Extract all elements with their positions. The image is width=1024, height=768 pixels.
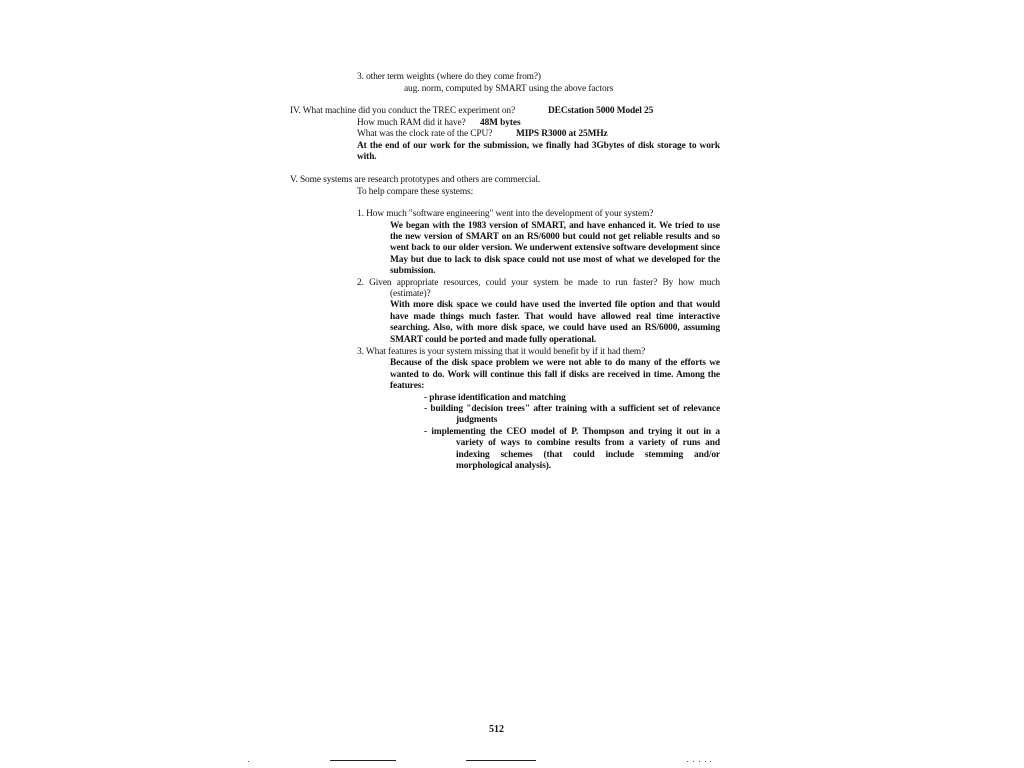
text-line: To help compare these systems: xyxy=(357,187,474,197)
text-line: aug. norm, computed by SMART using the above factors xyxy=(404,84,614,94)
scan-rule xyxy=(466,760,536,761)
text-line-answer: searching. Also, with more disk space, we could have used an RS/6000, assuming xyxy=(390,323,720,333)
text-line-answer: Because of the disk space problem we were not able to do many of the efforts we xyxy=(390,358,720,368)
text-line-answer: the new version of SMART on an RS/6000 but could not get reliable results and so xyxy=(390,232,720,242)
text-line-answer: features: xyxy=(390,381,425,391)
text-line-answer: We began with the 1983 version of SMART, and have enhanced it. We tried to use xyxy=(390,221,720,231)
scan-dot xyxy=(710,761,711,762)
list-item-continuation: judgments xyxy=(456,415,498,425)
text-line-answer: have made things much faster. That would have allowed real time interactive xyxy=(390,312,720,322)
text-line: 3. other term weights (where do they come from?) xyxy=(357,72,541,82)
text-line: What was the clock rate of the CPU? xyxy=(357,129,493,139)
text-line: 3. What features is your system missing that it would benefit by if it had them? xyxy=(357,347,646,357)
text-line-answer: 48M bytes xyxy=(480,118,521,128)
text-line-answer: SMART could be ported and made fully operational. xyxy=(390,335,597,345)
scan-dot xyxy=(248,761,249,762)
text-line: (estimate)? xyxy=(390,289,431,299)
page-number: 512 xyxy=(489,724,504,735)
list-item-continuation: variety of ways to combine results from a variety of runs and xyxy=(456,438,720,448)
text-line: 1. How much "software engineering" went into the development of your system? xyxy=(357,209,654,219)
text-line-answer: went back to our older version. We underwent extensive software development since xyxy=(390,243,720,253)
text-line-answer: with. xyxy=(357,152,377,162)
scan-dot xyxy=(705,761,706,762)
text-line-answer: At the end of our work for the submission, we finally had 3Gbytes of disk storage to work xyxy=(357,141,720,151)
text-line: 2. Given appropriate resources, could your system be made to run faster? By how much xyxy=(357,278,720,288)
list-item-continuation: morphological analysis). xyxy=(456,461,552,471)
scan-dot xyxy=(699,761,700,762)
list-item: - phrase identification and matching xyxy=(424,393,566,403)
list-item-continuation: indexing schemes (that could include stemming and/or xyxy=(456,450,720,460)
scan-rule xyxy=(330,760,396,761)
list-item: - building "decision trees" after training with a sufficient set of relevance xyxy=(424,404,720,414)
text-line-answer: May but due to lack to disk space could not use most of what we developed for the xyxy=(390,255,720,265)
text-line-answer: With more disk space we could have used the inverted file option and that would xyxy=(390,300,720,310)
text-line-answer: DECstation 5000 Model 25 xyxy=(548,106,654,116)
text-line: How much RAM did it have? xyxy=(357,118,466,128)
scan-dot xyxy=(693,761,694,762)
text-line-answer: wanted to do. Work will continue this fall if disks are received in time. Among the xyxy=(390,370,720,380)
text-line: IV. What machine did you conduct the TREC experiment on? xyxy=(290,106,516,116)
text-line: V. Some systems are research prototypes and others are commercial. xyxy=(290,175,541,185)
scan-dot xyxy=(687,761,688,762)
list-item: - implementing the CEO model of P. Thompson and trying it out in a xyxy=(424,427,720,437)
text-line-answer: MIPS R3000 at 25MHz xyxy=(516,129,608,139)
text-line-answer: submission. xyxy=(390,266,436,276)
